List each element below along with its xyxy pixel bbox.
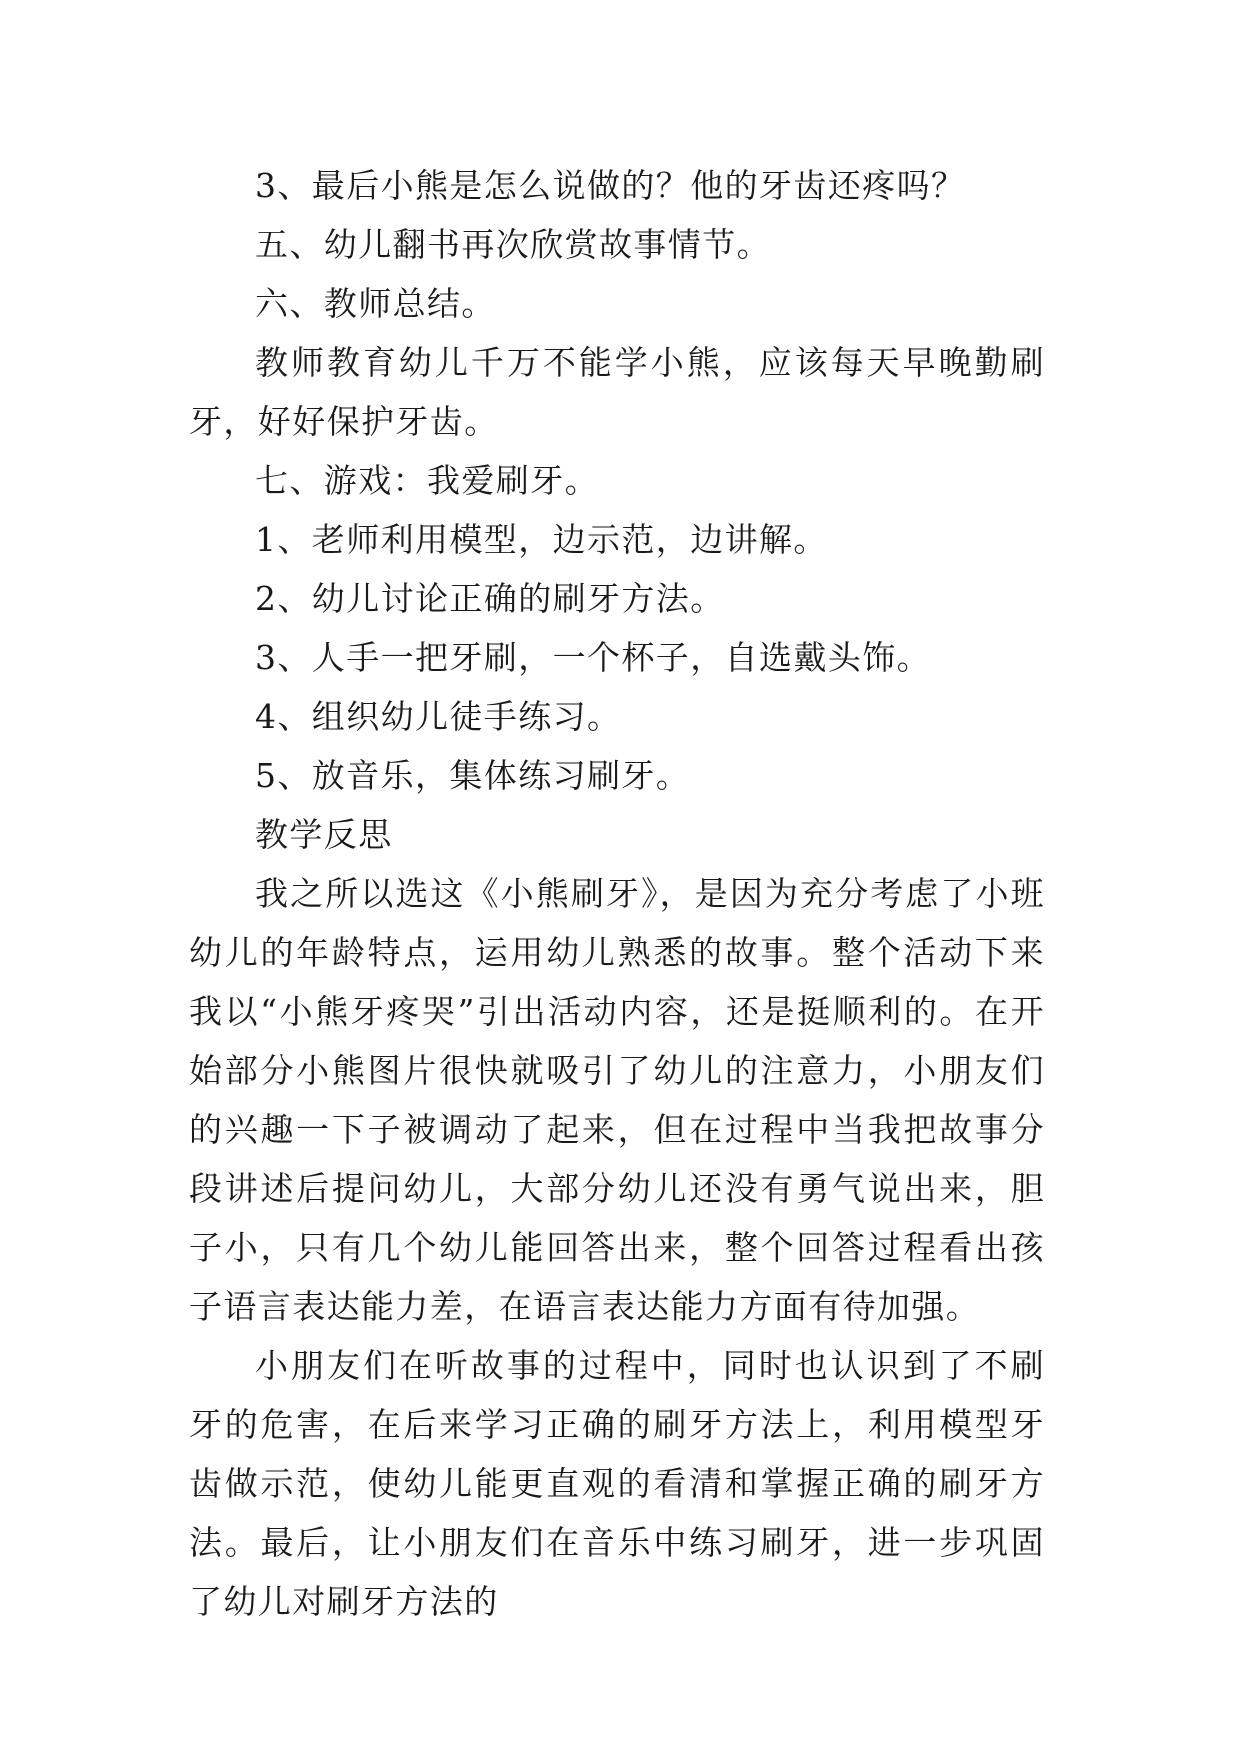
game-item-3: 3、人手一把牙刷，一个杯子，自选戴头饰。 [255,638,931,677]
game-item-4: 4、组织幼儿徒手练习。 [255,697,622,736]
step-7-heading: 七、游戏：我爱刷牙。 [255,461,599,500]
question-3-paragraph: 3、最后小熊是怎么说做的？他的牙齿还疼吗？ [255,166,966,205]
game-item-5: 5、放音乐，集体练习刷牙。 [255,756,691,795]
reflection-paragraph-2: 小朋友们在听故事的过程中，同时也认识到了不刷牙的危害，在后来学习正确的刷牙方法上，利用模型牙齿做示范，使幼儿能更直观的看清和掌握正确的刷牙方法。最后，让小朋友们在音乐中练习刷牙，进一步巩固了幼儿对刷牙方法的 [189,1346,1045,1621]
reflection-heading: 教学反思 [255,815,393,854]
step-5-heading: 五、幼儿翻书再次欣赏故事情节。 [255,225,771,264]
reflection-paragraph-1: 我之所以选这《小熊刷牙》，是因为充分考虑了小班幼儿的年龄特点，运用幼儿熟悉的故事。整个活动下来我以“小熊牙疼哭”引出活动内容，还是挺顺利的。在开始部分小熊图片很快就吸引了幼儿的注意力，小朋友们的兴趣一下子被调动了起来，但在过程中当我把故事分段讲述后提问幼儿，大部分幼儿还没有勇气说出来，胆子小，只有几个幼儿能回答出来，整个回答过程看出孩子语言表达能力差，在语言表达能力方面有待加强。 [189,874,1045,1326]
step-6-heading: 六、教师总结。 [255,284,496,323]
game-item-1: 1、老师利用模型，边示范，边讲解。 [255,520,828,559]
game-item-2: 2、幼儿讨论正确的刷牙方法。 [255,579,725,618]
teacher-summary-paragraph: 教师教育幼儿千万不能学小熊，应该每天早晚勤刷牙，好好保护牙齿。 [189,343,1045,441]
document-body [189,156,1045,1631]
